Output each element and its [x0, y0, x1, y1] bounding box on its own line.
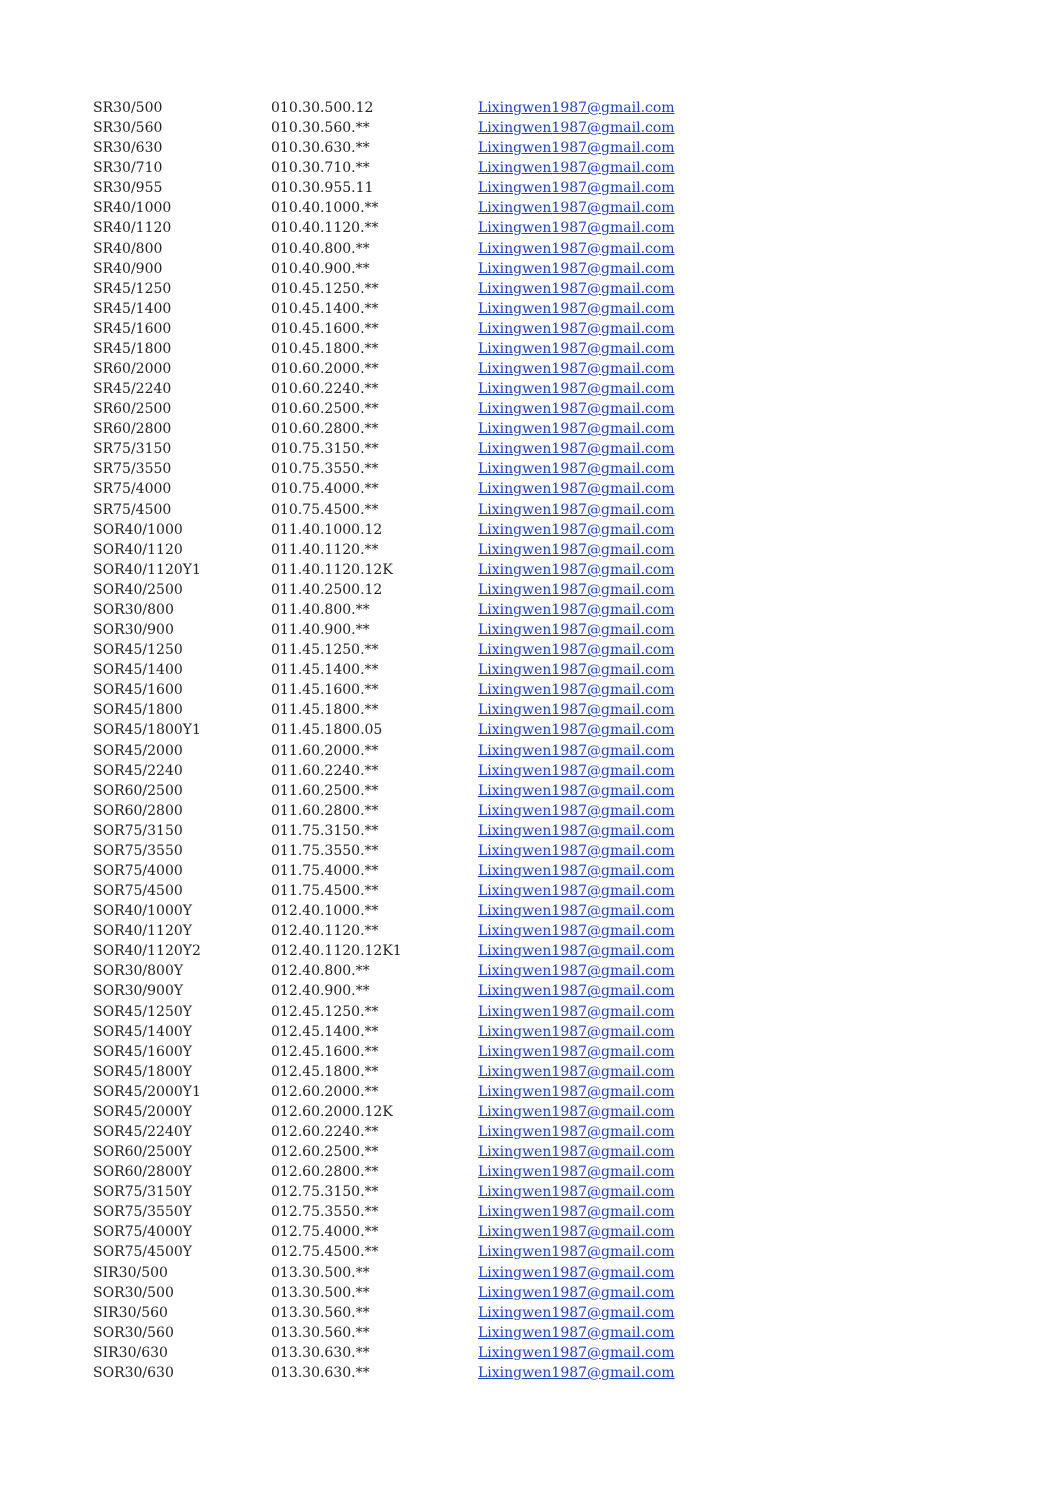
- email-link[interactable]: Lixingwen1987@gmail.com: [478, 1103, 675, 1120]
- email-link[interactable]: Lixingwen1987@gmail.com: [478, 361, 675, 378]
- model-cell: SR30/560: [93, 120, 163, 137]
- part-number-cell: 011.75.4500.**: [271, 883, 379, 900]
- part-number-cell: 010.60.2000.**: [271, 361, 379, 378]
- model-cell: SR45/1600: [93, 320, 172, 337]
- model-cell: SR75/4000: [93, 481, 172, 498]
- model-cell: SR30/955: [93, 180, 163, 197]
- model-cell: SOR40/1120Y: [93, 923, 193, 940]
- part-number-cell: 010.30.955.11: [271, 180, 374, 197]
- table-row: [93, 1162, 713, 1182]
- model-cell: SOR30/630: [93, 1364, 174, 1381]
- model-cell: SR75/4500: [93, 501, 172, 518]
- table-row: [93, 1242, 713, 1262]
- email-link[interactable]: Lixingwen1987@gmail.com: [478, 762, 675, 779]
- email-link[interactable]: Lixingwen1987@gmail.com: [478, 642, 675, 659]
- model-cell: SOR45/1250: [93, 642, 183, 659]
- table-row: [93, 1102, 713, 1122]
- model-cell: SR60/2800: [93, 421, 172, 438]
- email-link[interactable]: Lixingwen1987@gmail.com: [478, 802, 675, 819]
- model-cell: SOR75/3550: [93, 842, 183, 859]
- model-cell: SOR75/4000: [93, 862, 183, 879]
- table-row: [93, 580, 713, 600]
- table-row: [93, 961, 713, 981]
- email-link[interactable]: Lixingwen1987@gmail.com: [478, 1264, 675, 1281]
- email-link[interactable]: Lixingwen1987@gmail.com: [478, 581, 675, 598]
- model-cell: SOR40/1120Y2: [93, 943, 201, 960]
- email-link[interactable]: Lixingwen1987@gmail.com: [478, 100, 675, 116]
- table-row: [93, 1042, 713, 1062]
- part-number-cell: 012.75.4500.**: [271, 1244, 379, 1261]
- model-cell: SR45/2240: [93, 381, 172, 398]
- email-link[interactable]: Lixingwen1987@gmail.com: [478, 461, 675, 478]
- part-number-cell: 011.40.2500.12: [271, 581, 383, 598]
- part-number-cell: 010.40.1000.**: [271, 200, 379, 217]
- email-link[interactable]: Lixingwen1987@gmail.com: [478, 1023, 675, 1040]
- table-row: [93, 821, 713, 841]
- email-link[interactable]: Lixingwen1987@gmail.com: [478, 622, 675, 639]
- part-number-cell: 012.40.1120.**: [271, 923, 379, 940]
- part-number-cell: 011.45.1600.**: [271, 682, 379, 699]
- email-link[interactable]: Lixingwen1987@gmail.com: [478, 381, 675, 398]
- table-row: [93, 279, 713, 299]
- email-link[interactable]: Lixingwen1987@gmail.com: [478, 1244, 675, 1261]
- table-row: [93, 520, 713, 540]
- model-cell: SR45/1800: [93, 340, 172, 357]
- email-link[interactable]: Lixingwen1987@gmail.com: [478, 1063, 675, 1080]
- model-cell: SOR75/3150Y: [93, 1184, 193, 1201]
- table-row: [93, 399, 713, 419]
- email-link[interactable]: Lixingwen1987@gmail.com: [478, 1123, 675, 1140]
- model-cell: SOR75/3150: [93, 822, 183, 839]
- email-link[interactable]: Lixingwen1987@gmail.com: [478, 441, 675, 458]
- model-cell: SR75/3550: [93, 461, 172, 478]
- model-cell: SOR60/2800: [93, 802, 183, 819]
- model-cell: SOR60/2500: [93, 782, 183, 799]
- part-number-cell: 010.45.1600.**: [271, 320, 379, 337]
- email-link[interactable]: Lixingwen1987@gmail.com: [478, 561, 675, 578]
- email-link[interactable]: Lixingwen1987@gmail.com: [478, 481, 675, 498]
- part-number-cell: 010.75.3150.**: [271, 441, 379, 458]
- email-link[interactable]: Lixingwen1987@gmail.com: [478, 501, 675, 518]
- table-row: [93, 941, 713, 961]
- model-cell: SR45/1250: [93, 280, 172, 297]
- part-number-cell: 012.45.1600.**: [271, 1043, 379, 1060]
- model-cell: SOR40/1120Y1: [93, 561, 201, 578]
- table-row: [93, 620, 713, 640]
- part-number-cell: 011.45.1400.**: [271, 662, 379, 679]
- table-row: [93, 419, 713, 439]
- table-row: [93, 198, 713, 218]
- email-link[interactable]: Lixingwen1987@gmail.com: [478, 541, 675, 558]
- email-link[interactable]: Lixingwen1987@gmail.com: [478, 240, 675, 257]
- parts-table: [93, 98, 713, 1383]
- model-cell: SOR30/800: [93, 601, 174, 618]
- part-number-cell: 011.60.2500.**: [271, 782, 379, 799]
- email-link[interactable]: Lixingwen1987@gmail.com: [478, 862, 675, 879]
- email-link[interactable]: Lixingwen1987@gmail.com: [478, 260, 675, 277]
- model-cell: SOR40/1120: [93, 541, 183, 558]
- part-number-cell: 010.40.800.**: [271, 240, 370, 257]
- email-link[interactable]: Lixingwen1987@gmail.com: [478, 722, 675, 739]
- email-link[interactable]: Lixingwen1987@gmail.com: [478, 662, 675, 679]
- table-row: [93, 761, 713, 781]
- part-number-cell: 011.40.900.**: [271, 622, 370, 639]
- table-row: [93, 660, 713, 680]
- table-row: [93, 339, 713, 359]
- part-number-cell: 012.40.900.**: [271, 983, 370, 1000]
- table-row: [93, 540, 713, 560]
- table-row: [93, 921, 713, 941]
- part-number-cell: 011.60.2000.**: [271, 742, 379, 759]
- part-number-cell: 011.60.2240.**: [271, 762, 379, 779]
- email-link[interactable]: Lixingwen1987@gmail.com: [478, 280, 675, 297]
- model-cell: SOR75/4000Y: [93, 1224, 193, 1241]
- model-cell: SOR45/1800Y: [93, 1063, 193, 1080]
- email-link[interactable]: Lixingwen1987@gmail.com: [478, 300, 675, 317]
- part-number-cell: 010.75.3550.**: [271, 461, 379, 478]
- email-link[interactable]: Lixingwen1987@gmail.com: [478, 120, 675, 137]
- table-row: [93, 138, 713, 158]
- table-row: [93, 901, 713, 921]
- model-cell: SOR45/2000Y: [93, 1103, 193, 1120]
- model-cell: SOR45/1250Y: [93, 1003, 193, 1020]
- email-link[interactable]: Lixingwen1987@gmail.com: [478, 340, 675, 357]
- table-row: [93, 239, 713, 259]
- table-row: [93, 700, 713, 720]
- part-number-cell: 011.45.1800.05: [271, 722, 383, 739]
- part-number-cell: 012.60.2800.**: [271, 1164, 379, 1181]
- part-number-cell: 012.45.1250.**: [271, 1003, 379, 1020]
- table-row: [93, 1182, 713, 1202]
- part-number-cell: 011.40.1120.12K: [271, 561, 393, 578]
- model-cell: SOR30/900: [93, 622, 174, 639]
- email-link[interactable]: Lixingwen1987@gmail.com: [478, 963, 675, 980]
- table-row: [93, 741, 713, 761]
- part-number-cell: 011.60.2800.**: [271, 802, 379, 819]
- email-link[interactable]: Lixingwen1987@gmail.com: [478, 1083, 675, 1100]
- table-row: [93, 600, 713, 620]
- part-number-cell: 011.45.1250.**: [271, 642, 379, 659]
- email-link[interactable]: Lixingwen1987@gmail.com: [478, 320, 675, 337]
- email-link[interactable]: Lixingwen1987@gmail.com: [478, 421, 675, 438]
- table-row: [93, 640, 713, 660]
- part-number-cell: 012.75.3150.**: [271, 1184, 379, 1201]
- model-cell: SOR40/2500: [93, 581, 183, 598]
- model-cell: SOR30/900Y: [93, 983, 184, 1000]
- email-link[interactable]: Lixingwen1987@gmail.com: [478, 160, 675, 177]
- model-cell: SOR30/560: [93, 1324, 174, 1341]
- email-link[interactable]: Lixingwen1987@gmail.com: [478, 1144, 675, 1161]
- part-number-cell: 010.30.710.**: [271, 160, 370, 177]
- part-number-cell: 012.40.800.**: [271, 963, 370, 980]
- table-row: [93, 981, 713, 1001]
- model-cell: SOR45/2000: [93, 742, 183, 759]
- model-cell: SOR45/1600Y: [93, 1043, 193, 1060]
- email-link[interactable]: Lixingwen1987@gmail.com: [478, 220, 675, 237]
- model-cell: SOR40/1000: [93, 521, 183, 538]
- part-number-cell: 013.30.560.**: [271, 1304, 370, 1321]
- part-number-cell: 012.40.1120.12K1: [271, 943, 402, 960]
- table-row: [93, 1022, 713, 1042]
- model-cell: SIR30/560: [93, 1304, 168, 1321]
- part-number-cell: 013.30.560.**: [271, 1324, 370, 1341]
- model-cell: SOR45/2000Y1: [93, 1083, 201, 1100]
- part-number-cell: 013.30.500.**: [271, 1264, 370, 1281]
- table-row: [93, 259, 713, 279]
- table-row: [93, 1222, 713, 1242]
- part-number-cell: 010.60.2500.**: [271, 401, 379, 418]
- email-link[interactable]: Lixingwen1987@gmail.com: [478, 702, 675, 719]
- table-row: [93, 1142, 713, 1162]
- part-number-cell: 011.75.3150.**: [271, 822, 379, 839]
- table-row: [93, 1303, 713, 1323]
- model-cell: SOR60/2500Y: [93, 1144, 193, 1161]
- email-link[interactable]: Lixingwen1987@gmail.com: [478, 983, 675, 1000]
- email-link[interactable]: Lixingwen1987@gmail.com: [478, 521, 675, 538]
- model-cell: SR30/500: [93, 100, 163, 116]
- part-number-cell: 010.30.630.**: [271, 140, 370, 157]
- model-cell: SR60/2500: [93, 401, 172, 418]
- model-cell: SOR30/500: [93, 1284, 174, 1301]
- part-number-cell: 011.75.4000.**: [271, 862, 379, 879]
- part-number-cell: 011.40.1120.**: [271, 541, 379, 558]
- email-link[interactable]: Lixingwen1987@gmail.com: [478, 1224, 675, 1241]
- part-number-cell: 011.40.1000.12: [271, 521, 383, 538]
- email-link[interactable]: Lixingwen1987@gmail.com: [478, 883, 675, 900]
- model-cell: SR75/3150: [93, 441, 172, 458]
- table-row: [93, 1082, 713, 1102]
- part-number-cell: 010.75.4500.**: [271, 501, 379, 518]
- part-number-cell: 010.75.4000.**: [271, 481, 379, 498]
- model-cell: SOR45/1800Y1: [93, 722, 201, 739]
- table-row: [93, 479, 713, 499]
- email-link[interactable]: Lixingwen1987@gmail.com: [478, 1043, 675, 1060]
- email-link[interactable]: Lixingwen1987@gmail.com: [478, 601, 675, 618]
- model-cell: SOR40/1000Y: [93, 903, 193, 920]
- table-row: [93, 1062, 713, 1082]
- model-cell: SR45/1400: [93, 300, 172, 317]
- model-cell: SR40/1120: [93, 220, 172, 237]
- email-link[interactable]: Lixingwen1987@gmail.com: [478, 822, 675, 839]
- table-row: [93, 1343, 713, 1363]
- table-row: [93, 500, 713, 520]
- table-row: [93, 379, 713, 399]
- part-number-cell: 012.45.1400.**: [271, 1023, 379, 1040]
- part-number-cell: 012.60.2000.12K: [271, 1103, 393, 1120]
- table-row: [93, 118, 713, 138]
- model-cell: SIR30/500: [93, 1264, 168, 1281]
- part-number-cell: 011.40.800.**: [271, 601, 370, 618]
- table-row: [93, 1002, 713, 1022]
- table-row: [93, 98, 713, 118]
- email-link[interactable]: Lixingwen1987@gmail.com: [478, 1284, 675, 1301]
- email-link[interactable]: Lixingwen1987@gmail.com: [478, 923, 675, 940]
- table-row: [93, 801, 713, 821]
- table-row: [93, 1363, 713, 1383]
- table-row: [93, 1202, 713, 1222]
- part-number-cell: 010.40.1120.**: [271, 220, 379, 237]
- part-number-cell: 012.45.1800.**: [271, 1063, 379, 1080]
- table-row: [93, 560, 713, 580]
- table-row: [93, 218, 713, 238]
- email-link[interactable]: Lixingwen1987@gmail.com: [478, 1304, 675, 1321]
- email-link[interactable]: Lixingwen1987@gmail.com: [478, 1184, 675, 1201]
- part-number-cell: 011.75.3550.**: [271, 842, 379, 859]
- part-number-cell: 012.60.2240.**: [271, 1123, 379, 1140]
- part-number-cell: 010.45.1400.**: [271, 300, 379, 317]
- model-cell: SIR30/630: [93, 1344, 168, 1361]
- email-link[interactable]: Lixingwen1987@gmail.com: [478, 1324, 675, 1341]
- model-cell: SOR45/1800: [93, 702, 183, 719]
- email-link[interactable]: Lixingwen1987@gmail.com: [478, 401, 675, 418]
- table-row: [93, 439, 713, 459]
- table-row: [93, 178, 713, 198]
- part-number-cell: 013.30.630.**: [271, 1364, 370, 1381]
- model-cell: SR30/710: [93, 160, 163, 177]
- model-cell: SOR45/1600: [93, 682, 183, 699]
- table-row: [93, 319, 713, 339]
- part-number-cell: 011.45.1800.**: [271, 702, 379, 719]
- email-link[interactable]: Lixingwen1987@gmail.com: [478, 782, 675, 799]
- part-number-cell: 010.60.2240.**: [271, 381, 379, 398]
- email-link[interactable]: Lixingwen1987@gmail.com: [478, 180, 675, 197]
- part-number-cell: 010.60.2800.**: [271, 421, 379, 438]
- part-number-cell: 010.30.560.**: [271, 120, 370, 137]
- model-cell: SOR75/4500Y: [93, 1244, 193, 1261]
- email-link[interactable]: Lixingwen1987@gmail.com: [478, 1344, 675, 1361]
- model-cell: SOR45/1400: [93, 662, 183, 679]
- table-row: [93, 841, 713, 861]
- table-row: [93, 1122, 713, 1142]
- table-row: [93, 881, 713, 901]
- table-row: [93, 1323, 713, 1343]
- table-row: [93, 359, 713, 379]
- email-link[interactable]: Lixingwen1987@gmail.com: [478, 842, 675, 859]
- email-link[interactable]: Lixingwen1987@gmail.com: [478, 200, 675, 217]
- table-row: [93, 680, 713, 700]
- table-row: [93, 861, 713, 881]
- table-row: [93, 1263, 713, 1283]
- model-cell: SOR60/2800Y: [93, 1164, 193, 1181]
- model-cell: SOR45/1400Y: [93, 1023, 193, 1040]
- model-cell: SOR45/2240Y: [93, 1123, 193, 1140]
- table-row: [93, 158, 713, 178]
- model-cell: SOR45/2240: [93, 762, 183, 779]
- table-row: [93, 299, 713, 319]
- part-number-cell: 013.30.500.**: [271, 1284, 370, 1301]
- part-number-cell: 010.45.1800.**: [271, 340, 379, 357]
- model-cell: SR60/2000: [93, 361, 172, 378]
- email-link[interactable]: Lixingwen1987@gmail.com: [478, 1164, 675, 1181]
- email-link[interactable]: Lixingwen1987@gmail.com: [478, 1003, 675, 1020]
- part-number-cell: 010.30.500.12: [271, 100, 374, 116]
- email-link[interactable]: Lixingwen1987@gmail.com: [478, 682, 675, 699]
- model-cell: SOR75/3550Y: [93, 1204, 193, 1221]
- email-link[interactable]: Lixingwen1987@gmail.com: [478, 943, 675, 960]
- email-link[interactable]: Lixingwen1987@gmail.com: [478, 140, 675, 157]
- model-cell: SOR75/4500: [93, 883, 183, 900]
- part-number-cell: 012.75.4000.**: [271, 1224, 379, 1241]
- table-row: [93, 781, 713, 801]
- part-number-cell: 012.75.3550.**: [271, 1204, 379, 1221]
- part-number-cell: 012.60.2500.**: [271, 1144, 379, 1161]
- table-row: [93, 720, 713, 740]
- part-number-cell: 010.40.900.**: [271, 260, 370, 277]
- part-number-cell: 013.30.630.**: [271, 1344, 370, 1361]
- table-row: [93, 459, 713, 479]
- email-link[interactable]: Lixingwen1987@gmail.com: [478, 903, 675, 920]
- email-link[interactable]: Lixingwen1987@gmail.com: [478, 1364, 675, 1381]
- model-cell: SR30/630: [93, 140, 163, 157]
- part-number-cell: 012.40.1000.**: [271, 903, 379, 920]
- part-number-cell: 010.45.1250.**: [271, 280, 379, 297]
- model-cell: SR40/1000: [93, 200, 172, 217]
- table-row: [93, 1283, 713, 1303]
- email-link[interactable]: Lixingwen1987@gmail.com: [478, 1204, 675, 1221]
- part-number-cell: 012.60.2000.**: [271, 1083, 379, 1100]
- model-cell: SOR30/800Y: [93, 963, 184, 980]
- email-link[interactable]: Lixingwen1987@gmail.com: [478, 742, 675, 759]
- model-cell: SR40/800: [93, 240, 163, 257]
- model-cell: SR40/900: [93, 260, 163, 277]
